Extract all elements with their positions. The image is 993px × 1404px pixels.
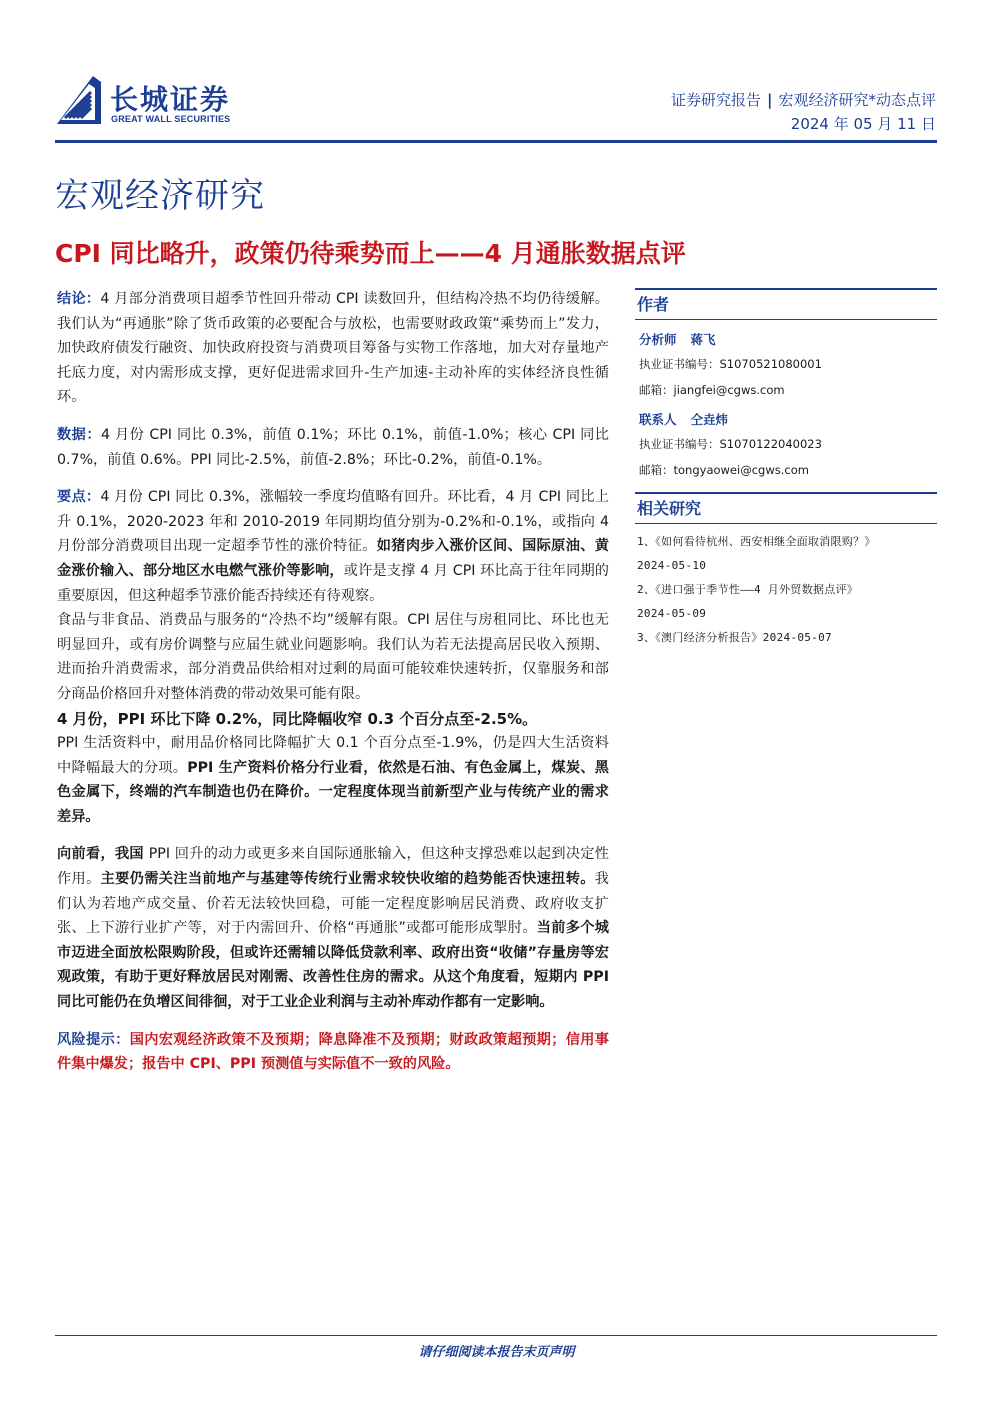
conclusion-paragraph [57, 287, 609, 410]
keypoints-label: 要点： [57, 489, 101, 506]
keypoints-paragraph-2: 食品与非食品、消费品与服务的“冷热不均”缓解有限。CPI 居住与房租同比、环比也无明显回升，或有房价调整与应届生就业问题影响。我们认为若无法提高居民收入预期、进而抬升消费需求，部分消费品供给相对过剩的局面可能较难快速转折，仅靠服务和部分商品价格回升对整体消费的带动效果可能有限。 [57, 612, 609, 702]
main-column [57, 287, 609, 1077]
analyst-role: 分析师 [639, 332, 677, 347]
keypoints-paragraph-4 [57, 731, 609, 829]
separator: | [767, 91, 773, 109]
logo-mark-icon [55, 74, 103, 126]
report-meta [671, 88, 936, 136]
analyst-name: 蒋飞 [690, 332, 716, 347]
conclusion-text: 4 月部分消费项目超季节性回升带动 CPI 读数回升，但结构冷热不均仍待缓解。我们认为“再通胀”除了货币政策的必要配合与放松，也需要财政政策“乘势而上”发力，加快政府债发行融资、加快政府投资与消费项目筹备与实物工作落地，加大对存量地产托底力度，对内需形成支撑，更好促进需求回升-生产加速-主动补库的实体经济良性循环。 [57, 291, 609, 406]
related-item-date: 2024-05-10 [637, 559, 707, 572]
data-label: 数据： [57, 426, 101, 443]
report-date: 2024 年 05 月 11 日 [790, 115, 936, 133]
footer-disclaimer: 请仔细阅读本报告末页声明 [418, 1345, 575, 1360]
keypoints-tail-1: 或许是支撑 4 月 CPI 环比高于往年同期的重要原因，但这种超季节涨价能否持续还有待观察。 [57, 562, 609, 604]
report-series: 宏观经济研究*动态点评 [778, 91, 936, 109]
analyst-cert: 执业证书编号：S1070521080001 [639, 357, 822, 371]
sidebar [635, 288, 937, 650]
risk-text: 国内宏观经济政策不及预期；降息降准不及预期；财政政策超预期；信用事件集中爆发；报告中 CPI、PPI 预测值与实际值不一致的风险。 [57, 1031, 609, 1073]
outlook-text-1: PPI 回升的动力或更多来自国际通胀输入，但这种支撑恐难以起到决定性作用。 [57, 846, 609, 888]
report-category: 宏观经济研究 [55, 176, 265, 216]
outlook-bold-2: 主要仍需关注当前地产与基建等传统行业需求较快收缩的趋势能否快速扭转。 [100, 871, 595, 888]
outlook-paragraph [57, 842, 609, 1014]
related-item-title[interactable]: 2、《进口强于季节性——4 月外贸数据点评》 [637, 583, 859, 596]
header-divider [55, 140, 937, 143]
keypoints-bold-1: 如猪肉步入涨价区间、国际原油、黄金涨价输入、部分地区水电燃气涨价等影响， [57, 538, 609, 579]
keypoints-bold-4: PPI 生产资料价格分行业看，依然是石油、有色金属上，煤炭、黑色金属下，终端的汽车制造也仍在降价。一定程度体现当前新型产业与传统产业的需求差异。 [57, 759, 609, 825]
keypoints-paragraph-3: 4 月份，PPI 环比下降 0.2%，同比降幅收窄 0.3 个百分点至-2.5%。 [57, 709, 538, 728]
logo-chinese-name: 长城证券 [110, 83, 231, 116]
contact-role: 联系人 [639, 412, 677, 427]
footer-divider [55, 1335, 937, 1336]
conclusion-label: 结论： [57, 291, 101, 307]
related-item-title[interactable]: 1、《如何看待杭州、西安相继全面取消限购？》 [637, 535, 876, 548]
keypoints-text-4: PPI 生活资料中，耐用品价格同比降幅扩大 0.1 个百分点至-1.9%，仍是四大生活资料中降幅最大的分项。 [57, 735, 609, 776]
data-paragraph [57, 423, 609, 472]
keypoints-text-1: 4 月份 CPI 同比 0.3%，涨幅较一季度均值略有回升。环比看，4 月 CPI 同比上升 0.1%，2020-2023 年和 2010-2019 年同期均值分别为-0.2%和-0.1%，或指向 4 月份部分消费项目出现一定超季节性的涨价特征。 [57, 489, 609, 555]
report-title: CPI 同比略升，政策仍待乘势而上——4 月通胀数据点评 [55, 239, 686, 268]
data-text: 4 月份 CPI 同比 0.3%，前值 0.1%；环比 0.1%，前值-1.0%；核心 CPI 同比 0.7%，前值 0.6%。PPI 同比-2.5%，前值-2.8%；环比-0.2%，前值-0.1%。 [57, 426, 609, 468]
report-type: 证券研究报告 [670, 91, 761, 109]
analyst-row [635, 330, 937, 348]
related-heading: 相关研究 [635, 492, 937, 524]
risk-label: 风险提示： [57, 1031, 130, 1048]
related-research-list [635, 530, 937, 650]
keypoints-paragraph-1 [57, 485, 609, 608]
outlook-text-3: 我们认为若地产成交量、价若无法较快回稳，可能一定程度影响居民消费、政府收支扩张、上下游行业扩产等，对于内需回升、价格“再通胀”或都可能形成掣肘。 [57, 871, 609, 937]
outlook-bold-1: 我国 [114, 846, 144, 863]
risk-paragraph [57, 1028, 609, 1077]
authors-heading: 作者 [635, 288, 937, 320]
contact-name: 仝垚炜 [690, 412, 729, 427]
outlook-label: 向前看， [57, 846, 115, 863]
logo-english-name: GREAT WALL SECURITIES [111, 114, 231, 124]
contact-row [635, 410, 937, 428]
analyst-email[interactable]: 邮箱：jiangfei@cgws.com [639, 383, 785, 397]
company-logo [55, 74, 285, 130]
contact-email[interactable]: 邮箱：tongyaowei@cgws.com [639, 463, 809, 477]
contact-cert: 执业证书编号：S1070122040023 [639, 437, 822, 451]
outlook-bold-4: 当前多个城市迈进全面放松限购阶段，但或许还需辅以降低贷款利率、政府出资“收储”存量房等宏观政策，有助于更好释放居民对刚需、改善性住房的需求。从这个角度看，短期内 PPI 同比可能仍在负增区间徘徊，对于工业企业利润与主动补库动作都有一定影响。 [57, 920, 609, 1011]
related-item-date: 2024-05-09 [637, 607, 707, 620]
related-item-title[interactable]: 3、《澳门经济分析报告》2024-05-07 [637, 631, 832, 644]
